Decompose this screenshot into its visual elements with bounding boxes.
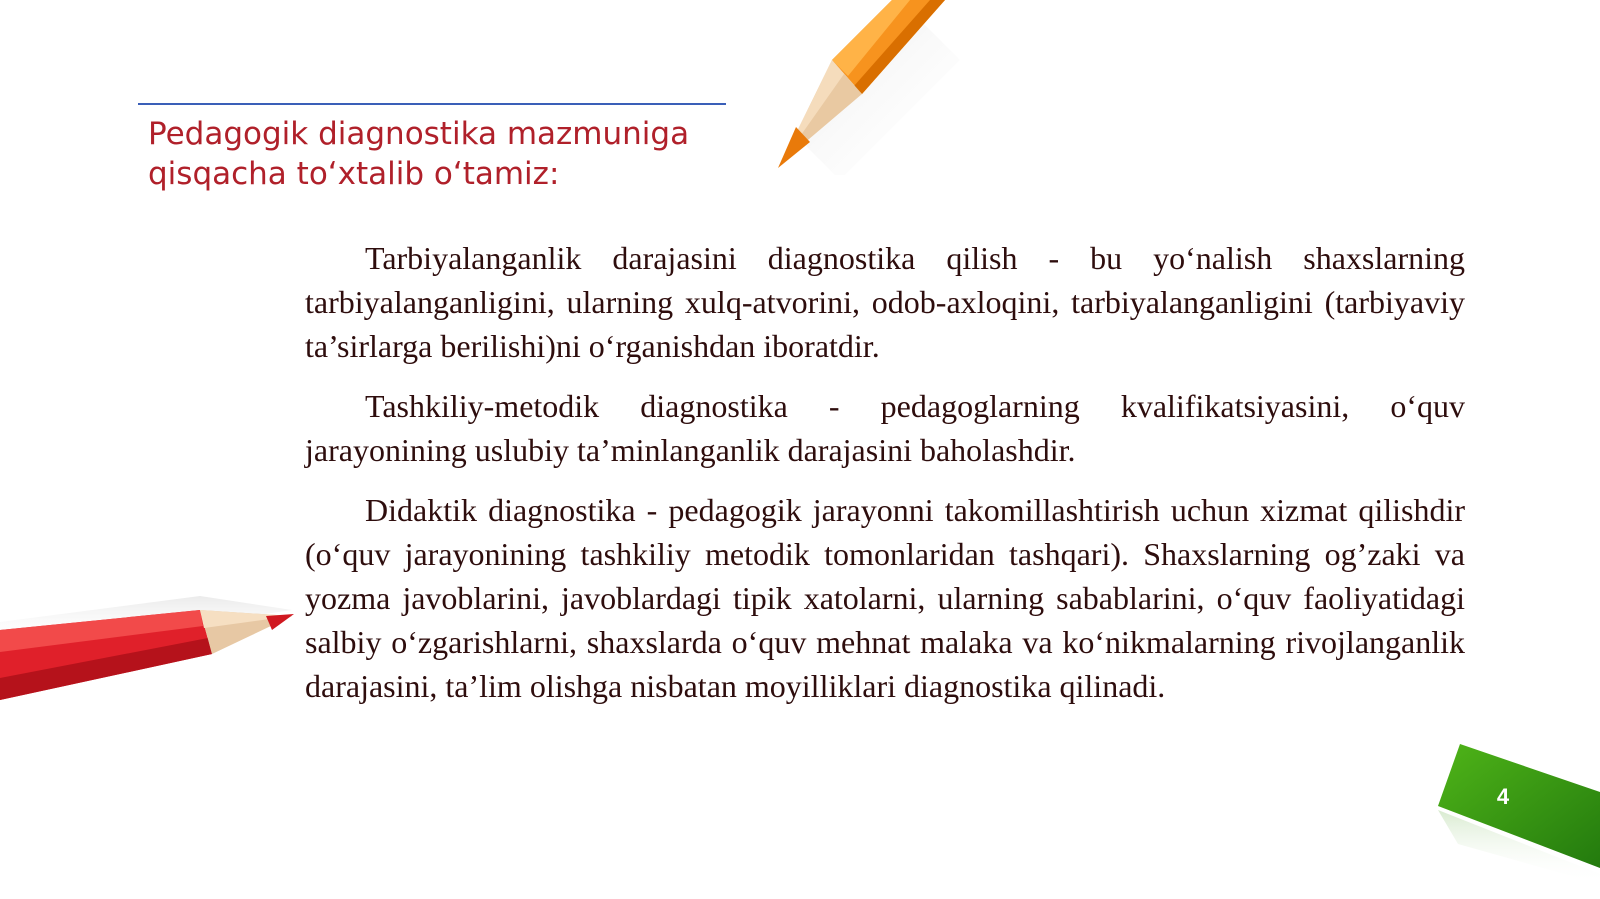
paragraph-organizational-diagnostics: Tashkiliy-metodik diagnostika - pedagoglarning kvalifikatsiyasini, o‘quv jarayonining uslubiy ta’minlanganlik darajasini baholashdir. xyxy=(305,388,1465,468)
title-divider xyxy=(138,103,726,105)
slide-title-line-2: qisqacha to‘xtalib o‘tamiz: xyxy=(148,156,560,192)
slide-title-line-1: Pedagogik diagnostika mazmuniga xyxy=(148,116,690,152)
orange-pencil-icon xyxy=(770,0,980,175)
slide-body xyxy=(305,236,1465,724)
red-pencil-icon xyxy=(0,596,300,716)
paragraph-didactic-diagnostics: Didaktik diagnostika - pedagogik jarayonni takomillashtirish uchun xizmat qilishdir (o‘quv jarayonining tashkiliy metodik tomonlaridan tashqari). Shaxslarning og’zaki va yozma javoblarini, javoblardagi tipik xatolarni, ularning sabablarini, o‘quv faoliyatidagi salbiy o‘zgarishlarni, shaxslarda o‘quv mehnat malaka va ko‘nikmalarning rivojlanganlik darajasini, ta’lim olishga nisbatan moyilliklari diagnostika qilinadi. xyxy=(305,492,1465,704)
green-corner-badge xyxy=(1438,744,1600,884)
slide-title xyxy=(148,114,768,194)
page-number: 4 xyxy=(1496,784,1510,809)
paragraph-upbringing-diagnostics: Tarbiyalanganlik darajasini diagnostika qilish - bu yo‘nalish shaxslarning tarbiyalanganligini, ularning xulq-atvorini, odob-axloqini, tarbiyalanganligini (tarbiyaviy ta’sirlarga berilishi)ni o‘rganishdan iboratdir. xyxy=(305,240,1465,364)
